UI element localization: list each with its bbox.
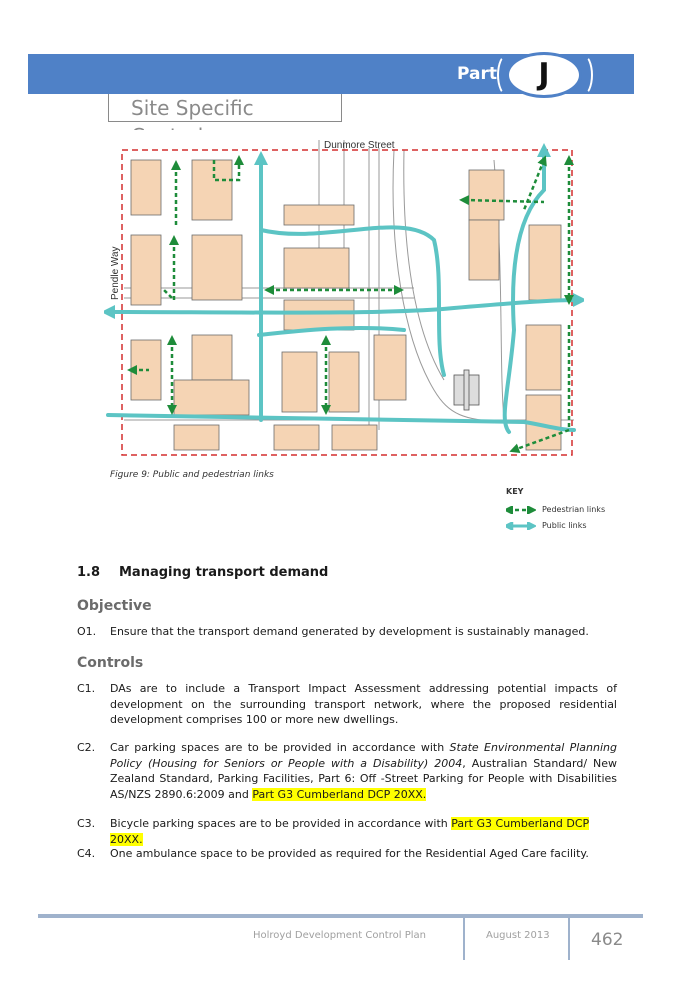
control-c2-text xyxy=(110,740,617,802)
section-heading-title: Managing transport demand xyxy=(119,565,329,580)
objective-code: O1. xyxy=(77,625,97,638)
section-title: Site Specific xyxy=(131,96,254,120)
objective-o1 xyxy=(77,624,617,640)
footer-separator-2 xyxy=(568,916,570,960)
legend-public-label: Public links xyxy=(542,521,587,530)
right-arc-decoration xyxy=(573,54,593,96)
control-c3-highlight: Part G3 Cumberland DCP 20XX. xyxy=(110,817,590,846)
footer-date: August 2013 xyxy=(486,930,550,941)
footer-separator-1 xyxy=(463,916,465,960)
footer-document-title: Holroyd Development Control Plan xyxy=(253,930,426,941)
control-c1-text: DAs are to include a Transport Impact Assessment addressing potential impacts of development on the surrounding transport network, where the proposed residential development comprises 100 or more new dwellings. xyxy=(110,682,617,726)
control-c3-code: C3. xyxy=(77,817,96,830)
part-letter: J xyxy=(538,57,550,92)
control-c1-code: C1. xyxy=(77,682,96,695)
control-c2-highlight: Part G3 Cumberland DCP 20XX. xyxy=(252,787,427,801)
public-line-icon xyxy=(506,522,536,530)
control-c2-sepp-title: State Environmental Planning Policy (Housing for Seniors or People with a Disability) 2004 xyxy=(110,741,617,770)
control-c3 xyxy=(77,816,617,847)
control-c4-code: C4. xyxy=(77,847,96,860)
controls-heading: Controls xyxy=(77,655,144,671)
objective-text: Ensure that the transport demand generated by development is sustainably managed. xyxy=(110,625,589,638)
part-badge xyxy=(506,52,582,98)
part-label: Part xyxy=(457,64,497,84)
footer-rule xyxy=(38,914,643,918)
aged-care-facility xyxy=(454,370,479,410)
legend-title: KEY xyxy=(506,487,524,496)
legend-public xyxy=(506,521,587,530)
site-map xyxy=(104,130,584,465)
control-c2-text-part3: , Australian Standard/ New Zealand Standard, Parking Facilities, Part 6: Off -Street Parking for People with Disabilities AS/NZS 2890.6:2009 and xyxy=(110,756,618,801)
pedestrian-line-icon xyxy=(506,506,536,514)
section-heading xyxy=(77,565,328,580)
legend-pedestrian xyxy=(506,505,605,514)
figure-caption: Figure 9: Public and pedestrian links xyxy=(110,470,274,480)
control-c2 xyxy=(77,740,617,802)
control-c3-text xyxy=(110,816,617,847)
objective-heading: Objective xyxy=(77,598,152,614)
control-c3-text-part1: Bicycle parking spaces are to be provided in accordance with xyxy=(110,817,452,830)
page-number: 462 xyxy=(591,930,624,950)
section-number: 1.8 xyxy=(77,565,101,580)
street-label-pendle: Pendle Way xyxy=(110,246,121,300)
control-c1 xyxy=(77,681,617,728)
legend-pedestrian-label: Pedestrian links xyxy=(542,505,606,514)
control-c4 xyxy=(77,846,617,862)
street-label-dunmore: Dunmore Street xyxy=(324,140,395,151)
control-c2-text-part1: Car parking spaces are to be provided in accordance with xyxy=(110,741,450,754)
section-title-box xyxy=(108,94,342,122)
control-c2-code: C2. xyxy=(77,741,96,754)
control-c4-text: One ambulance space to be provided as required for the Residential Aged Care facility. xyxy=(110,847,589,860)
